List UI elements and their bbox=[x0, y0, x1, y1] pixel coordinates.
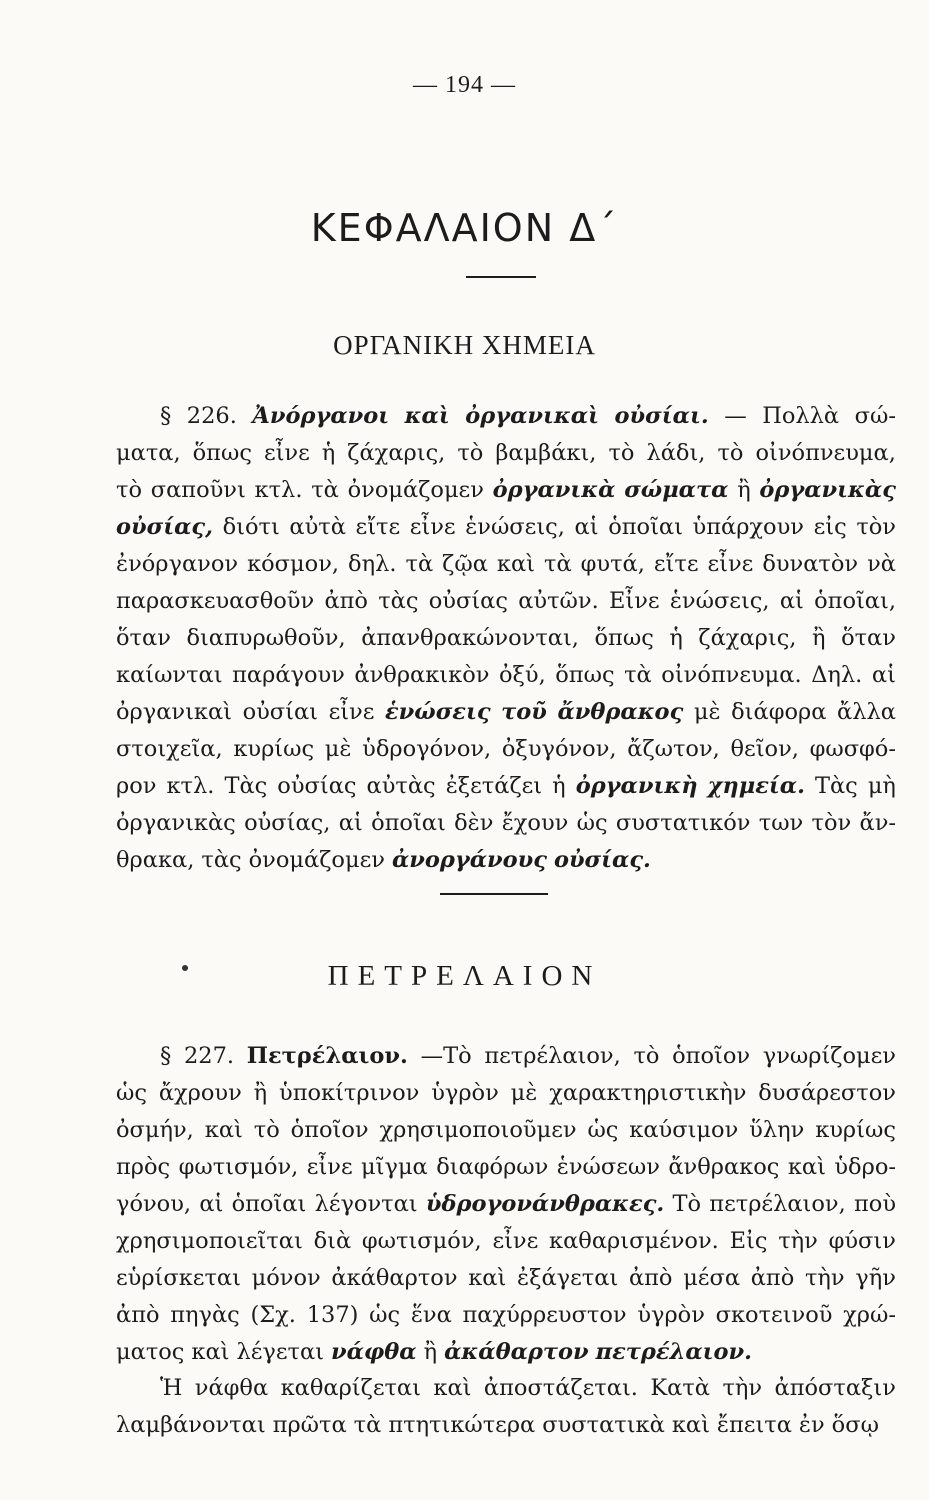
text-line bbox=[116, 1370, 896, 1407]
word: ἄνθρακος bbox=[668, 1154, 780, 1180]
word: ὡς bbox=[369, 1302, 401, 1328]
text-line bbox=[116, 435, 896, 472]
word: οὐσίας, bbox=[116, 514, 213, 540]
word: ἀκάθαρτον bbox=[444, 1339, 589, 1365]
word: θεῖον, bbox=[730, 736, 799, 762]
text-line bbox=[116, 731, 896, 768]
word: καὶ bbox=[468, 1265, 507, 1291]
word: ἔχουν bbox=[501, 810, 569, 836]
word: σκοτεινοῦ bbox=[715, 1302, 833, 1328]
text-line bbox=[116, 546, 896, 583]
word: τὴν bbox=[722, 1375, 763, 1401]
word: αἱ bbox=[199, 1191, 224, 1217]
word: καὶ bbox=[404, 403, 450, 429]
word: ἢ bbox=[737, 477, 751, 503]
paragraph-226 bbox=[116, 398, 896, 879]
word: τὸ bbox=[457, 440, 484, 466]
word: ὡς bbox=[576, 810, 608, 836]
word: οἰνόπνευμα, bbox=[755, 440, 896, 466]
word: εἶνε bbox=[707, 551, 754, 577]
word: ἐξάγεται bbox=[517, 1265, 619, 1291]
word: τὸ bbox=[116, 477, 142, 503]
word: οὐσίας. bbox=[553, 847, 651, 873]
word: ὅπως bbox=[192, 440, 252, 466]
word: ὀργανικαὶ bbox=[116, 699, 232, 725]
word: ὑδρογόνον, bbox=[362, 736, 492, 762]
word: παρασκευασθοῦν bbox=[116, 588, 315, 614]
word: καὶ bbox=[496, 551, 535, 577]
text-line bbox=[116, 768, 896, 805]
word: ἕνα bbox=[410, 1302, 452, 1328]
word: ὀργανικὰς bbox=[759, 477, 896, 503]
word: οὐσίας, bbox=[244, 810, 331, 836]
text-line bbox=[116, 1149, 896, 1186]
word: ὅπως bbox=[594, 625, 654, 651]
word: πρῶτα bbox=[272, 1412, 347, 1438]
word: ἢ bbox=[253, 1080, 268, 1106]
word: εὑρίσκεται bbox=[116, 1265, 241, 1291]
word: ὅταν bbox=[116, 625, 171, 651]
word: ἄν- bbox=[859, 810, 896, 836]
word: καθαρισμένον. bbox=[549, 1228, 719, 1254]
word: λέγεται bbox=[236, 1339, 324, 1365]
page-number: — 194 — bbox=[413, 72, 516, 98]
word: ὑδρο- bbox=[834, 1154, 896, 1180]
word: παράγουν bbox=[232, 662, 345, 688]
word: ὁποῖαι bbox=[608, 514, 683, 540]
word: τὰς bbox=[378, 588, 419, 614]
word: μὲ bbox=[324, 736, 352, 762]
word: ἀπὸ bbox=[628, 1265, 673, 1291]
word: § bbox=[160, 1043, 172, 1069]
section-title: ΟΡΓΑΝΙΚΗ ΧΗΜΕΙΑ bbox=[333, 330, 596, 360]
word: εἴτε bbox=[355, 514, 401, 540]
word: λέγονται bbox=[314, 1191, 418, 1217]
word: γνωρίζομεν bbox=[762, 1043, 896, 1069]
word: πετρέλαιον. bbox=[595, 1339, 752, 1365]
word: ζάχαρις, bbox=[698, 625, 797, 651]
word: φύσιν bbox=[828, 1228, 896, 1254]
word: —Τὸ bbox=[420, 1043, 472, 1069]
word: ἐν bbox=[798, 1412, 825, 1438]
word: ὅσῳ bbox=[831, 1412, 879, 1438]
word: ἐνόργανον bbox=[116, 551, 239, 577]
word: ὀργανικαὶ bbox=[465, 403, 599, 429]
word: Κατὰ bbox=[650, 1375, 711, 1401]
word: δυνατὸν bbox=[762, 551, 859, 577]
word: ματα, bbox=[116, 440, 181, 466]
word: οἰνόπνευμα. bbox=[661, 662, 802, 688]
word: εἶνε bbox=[328, 699, 375, 725]
word: ὀξύ, bbox=[498, 662, 546, 688]
word: αὐτὰ bbox=[289, 514, 346, 540]
word: ἢ bbox=[423, 1339, 438, 1365]
word: ἀπὸ bbox=[750, 1265, 795, 1291]
word: τὰ bbox=[624, 662, 652, 688]
text-line bbox=[116, 805, 896, 842]
word: Τὰς bbox=[224, 773, 268, 799]
word: βαμβάκι, bbox=[495, 440, 597, 466]
word: ὀξυγόνον, bbox=[501, 736, 617, 762]
word: γῆν bbox=[855, 1265, 896, 1291]
word: αἱ bbox=[779, 588, 804, 614]
word: ματος bbox=[116, 1339, 185, 1365]
word: § bbox=[160, 403, 172, 429]
word: τὴν bbox=[778, 1228, 818, 1254]
word: διὰ bbox=[313, 1228, 352, 1254]
word: συστατικὰ bbox=[542, 1412, 665, 1438]
word: ἄχρουν bbox=[158, 1080, 242, 1106]
word: καίωνται bbox=[116, 662, 223, 688]
word: ὁποῖαι bbox=[231, 1191, 307, 1217]
word: — bbox=[724, 403, 747, 429]
word: τοῦ bbox=[501, 699, 547, 725]
word: σαποῦνι bbox=[150, 477, 246, 503]
word: ἄνθρακος bbox=[557, 699, 684, 725]
word: σώματα bbox=[624, 477, 729, 503]
word: εἴτε bbox=[653, 551, 699, 577]
word: τὸν bbox=[811, 810, 852, 836]
word: ποὺ bbox=[853, 1191, 896, 1217]
word: πρὸς bbox=[116, 1154, 171, 1180]
word: φωσφό- bbox=[809, 736, 896, 762]
text-line bbox=[116, 1186, 896, 1223]
text-line bbox=[116, 398, 896, 435]
word: Ἡ bbox=[160, 1375, 183, 1401]
word: ἑνώσεων bbox=[556, 1154, 660, 1180]
text-line bbox=[116, 509, 896, 546]
word: ὑπάρχουν bbox=[692, 514, 804, 540]
word: οὐσίας bbox=[277, 773, 357, 799]
word: ὡς bbox=[116, 1080, 147, 1106]
word: δηλ. bbox=[348, 551, 397, 577]
word: παχύρρευστον bbox=[462, 1302, 627, 1328]
word: ἑνώσεις bbox=[384, 699, 491, 725]
word: ὁποῖαι bbox=[371, 810, 446, 836]
word: ὀνομάζομεν bbox=[248, 847, 385, 873]
word: 227. bbox=[183, 1043, 235, 1069]
word: (Σχ. bbox=[250, 1302, 296, 1328]
word: καὶ bbox=[433, 1375, 472, 1401]
word: στοιχεῖα, bbox=[116, 736, 223, 762]
text-line bbox=[116, 583, 896, 620]
word: ἀπόσταξιν bbox=[774, 1375, 896, 1401]
word: εἶνε bbox=[409, 514, 456, 540]
word: ἑνώσεις, bbox=[669, 588, 770, 614]
word: αὐτὰς bbox=[366, 773, 436, 799]
word: ἔπειτα bbox=[716, 1412, 792, 1438]
word: ἀποστάζεται. bbox=[483, 1375, 638, 1401]
word: ἀπὸ bbox=[116, 1302, 160, 1328]
word: 137) bbox=[306, 1302, 359, 1328]
word: πετρέλαιον, bbox=[709, 1191, 846, 1217]
word: κυρίως bbox=[233, 736, 315, 762]
word: τὰ bbox=[353, 1412, 382, 1438]
text-line bbox=[116, 1223, 896, 1260]
paragraph-227 bbox=[116, 1038, 896, 1371]
word: χαρακτηριστικὴν bbox=[549, 1080, 747, 1106]
word: ὑγρὸν bbox=[431, 1080, 499, 1106]
word: τὰς bbox=[201, 847, 242, 873]
word: ὑγρὸν bbox=[637, 1302, 705, 1328]
word: τὸν bbox=[856, 514, 896, 540]
word: τὸ bbox=[633, 1043, 660, 1069]
word: ὑδρογονάνθρακες. bbox=[425, 1191, 665, 1217]
word: κτλ. bbox=[254, 477, 303, 503]
text-line bbox=[116, 620, 896, 657]
word: Πολλὰ bbox=[762, 403, 840, 429]
text-line bbox=[116, 694, 896, 731]
word: καὶ bbox=[787, 1154, 826, 1180]
word: καύσιμον bbox=[629, 1117, 739, 1143]
word: ζάχαρις, bbox=[347, 440, 446, 466]
word: λαμβάνονται bbox=[116, 1412, 266, 1438]
word: κυρίως bbox=[815, 1117, 896, 1143]
word: ὀνομάζομεν bbox=[347, 477, 484, 503]
word: ἢ bbox=[812, 625, 826, 651]
word: καὶ bbox=[191, 1339, 230, 1365]
word: λάδι, bbox=[646, 440, 706, 466]
word: ὀσμήν, bbox=[116, 1117, 194, 1143]
word: ἀπανθρακώνονται, bbox=[361, 625, 579, 651]
word: μὲ bbox=[693, 699, 721, 725]
word: καθαρίζεται bbox=[280, 1375, 421, 1401]
word: ἡ bbox=[669, 625, 683, 651]
word: πετρέλαιον, bbox=[484, 1043, 621, 1069]
word: εἶνε bbox=[492, 1228, 539, 1254]
word: ἀνοργάνους bbox=[391, 847, 547, 873]
word: κτλ. bbox=[166, 773, 215, 799]
word: αἱ bbox=[871, 662, 896, 688]
divider-rule bbox=[466, 276, 536, 278]
word: Δηλ. bbox=[811, 662, 863, 688]
word: τὰ bbox=[311, 477, 339, 503]
word: εἶνε bbox=[263, 440, 310, 466]
chapter-heading: ΚΕΦΑΛΑΙΟΝ Δ΄ bbox=[310, 206, 619, 250]
word: χρώ- bbox=[843, 1302, 896, 1328]
word: ἀπὸ bbox=[324, 588, 368, 614]
text-line bbox=[116, 1407, 896, 1444]
word: των bbox=[758, 810, 804, 836]
word: οὐσίαι bbox=[242, 699, 318, 725]
word: κόσμον, bbox=[247, 551, 340, 577]
word: ἄζωτον, bbox=[627, 736, 720, 762]
text-line bbox=[116, 657, 896, 694]
word: νάφθα bbox=[331, 1339, 417, 1365]
word: διάφορα bbox=[731, 699, 827, 725]
word: θρακα, bbox=[116, 847, 195, 873]
word: ὑποκίτρινον bbox=[279, 1080, 420, 1106]
word: Τὸ bbox=[672, 1191, 702, 1217]
word: εἰς bbox=[813, 514, 847, 540]
word: καὶ bbox=[671, 1412, 710, 1438]
word: τὸ bbox=[717, 440, 744, 466]
word: διαπυρωθοῦν, bbox=[186, 625, 346, 651]
word: σώ- bbox=[854, 403, 896, 429]
word: τὰ bbox=[405, 551, 434, 577]
word: μέσα bbox=[683, 1265, 741, 1291]
text-line bbox=[116, 1260, 896, 1297]
text-line bbox=[116, 1112, 896, 1149]
word: αἱ bbox=[574, 514, 599, 540]
text-line bbox=[116, 1297, 896, 1334]
word: ὅταν bbox=[841, 625, 896, 651]
word: Πετρέλαιον. bbox=[246, 1043, 408, 1069]
section-title-petroleum: ΠΕΤΡΕΛΑΙΟΝ bbox=[327, 960, 602, 992]
word: νάφθα bbox=[194, 1375, 269, 1401]
word: δυσάρεστον bbox=[758, 1080, 896, 1106]
word: οὐσίας bbox=[428, 588, 508, 614]
word: δὲν bbox=[454, 810, 494, 836]
word: μὲ bbox=[510, 1080, 538, 1106]
word: τὸ bbox=[253, 1117, 280, 1143]
word: καὶ bbox=[204, 1117, 243, 1143]
word: φωτισμόν, bbox=[361, 1228, 482, 1254]
word: ἡ bbox=[321, 440, 336, 466]
word: ἡ bbox=[552, 773, 566, 799]
word: φυτά, bbox=[580, 551, 645, 577]
word: οὐσίαι. bbox=[614, 403, 709, 429]
word: αὐτῶν. bbox=[518, 588, 599, 614]
word: μῖγμα bbox=[361, 1154, 428, 1180]
word: αἱ bbox=[338, 810, 363, 836]
word: πηγὰς bbox=[170, 1302, 240, 1328]
word: τὸ bbox=[608, 440, 635, 466]
word: ὁποῖον bbox=[290, 1117, 369, 1143]
text-line bbox=[116, 842, 896, 879]
word: χρησιμοποιοῦμεν bbox=[379, 1117, 577, 1143]
word: ρον bbox=[116, 773, 157, 799]
text-line bbox=[116, 1038, 896, 1075]
word: μόνον bbox=[251, 1265, 321, 1291]
word: ἀνθρακικὸν bbox=[354, 662, 490, 688]
paragraph-distillation bbox=[116, 1370, 896, 1444]
word: μὴ bbox=[867, 773, 896, 799]
section-divider bbox=[440, 893, 548, 895]
word: 226. bbox=[186, 403, 237, 429]
word: διαφόρων bbox=[436, 1154, 549, 1180]
word: γόνου, bbox=[116, 1191, 192, 1217]
word: Εἰς bbox=[729, 1228, 768, 1254]
word: χρησιμοποιεῖται bbox=[116, 1228, 303, 1254]
word: ὀργανικὰ bbox=[492, 477, 616, 503]
word: ὀργανικὰς bbox=[116, 810, 236, 836]
word: τὴν bbox=[804, 1265, 845, 1291]
word: ὕλην bbox=[749, 1117, 805, 1143]
word: χημεία. bbox=[707, 773, 805, 799]
text-line bbox=[116, 1334, 896, 1371]
word: νὰ bbox=[867, 551, 896, 577]
word: ὁποῖαι, bbox=[814, 588, 896, 614]
word: διότι bbox=[222, 514, 280, 540]
word: ζῷα bbox=[442, 551, 488, 577]
word: συστατικόν bbox=[615, 810, 751, 836]
word: φωτισμόν, bbox=[178, 1154, 299, 1180]
word: Τὰς bbox=[814, 773, 858, 799]
word: τὰ bbox=[544, 551, 572, 577]
word: ὡς bbox=[587, 1117, 619, 1143]
word: εἶνε bbox=[306, 1154, 353, 1180]
word: ἄλλα bbox=[837, 699, 896, 725]
word: ὀργανικὴ bbox=[575, 773, 698, 799]
text-line bbox=[116, 472, 896, 509]
word: ὁποῖον bbox=[672, 1043, 751, 1069]
word: Ἀνόργανοι bbox=[252, 403, 390, 429]
word: ἀκάθαρτον bbox=[331, 1265, 458, 1291]
word: Εἶνε bbox=[608, 588, 660, 614]
text-line bbox=[116, 1075, 896, 1112]
word: πτητικώτερα bbox=[388, 1412, 536, 1438]
word: ὅπως bbox=[555, 662, 615, 688]
word: ἐξετάζει bbox=[445, 773, 543, 799]
word: ἑνώσεις, bbox=[465, 514, 565, 540]
